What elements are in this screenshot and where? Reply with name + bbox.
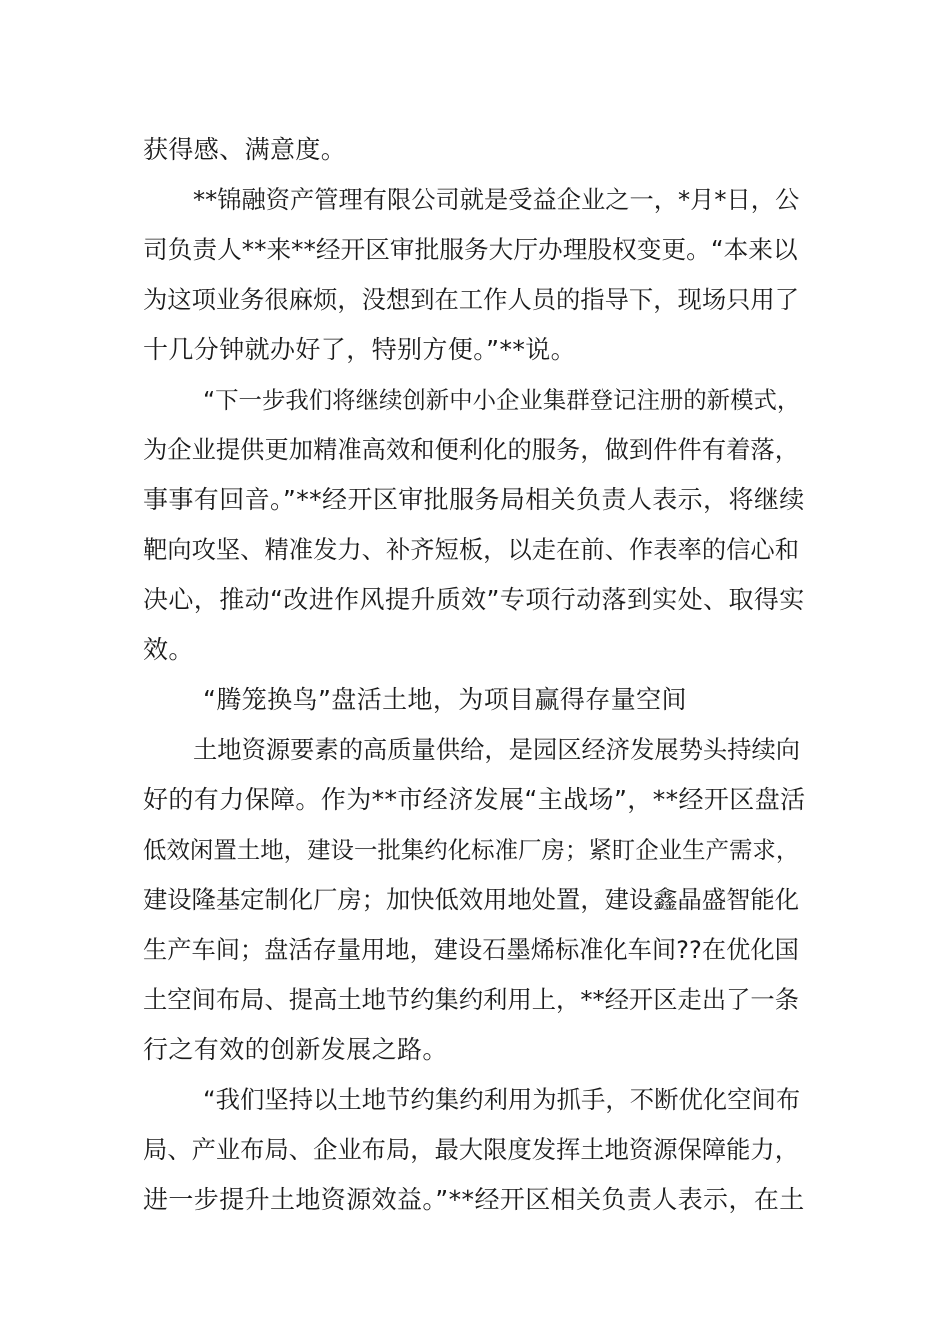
text-line: 决心，推动“改进作风提升质效”专项行动落到实处、取得实: [143, 585, 805, 614]
text-line: 行之有效的创新发展之路。: [143, 1035, 448, 1064]
paragraph-start-line: “我们坚持以土地节约集约利用为抓手，不断优化空间布: [203, 1085, 801, 1114]
text-line: 生产车间；盘活存量用地，建设石墨烯标准化车间??在优化国: [143, 935, 799, 964]
text-line: 好的有力保障。作为**市经济发展“主战场”，**经开区盘活: [143, 785, 806, 814]
text-line: 土空间布局、提高土地节约集约利用上，**经开区走出了一条: [143, 985, 800, 1014]
text-line: 事事有回音。”**经开区审批服务局相关负责人表示，将继续: [143, 485, 805, 514]
paragraph-start-line: 土地资源要素的高质量供给，是园区经济发展势头持续向: [193, 735, 801, 764]
paragraph-start-line: **锦融资产管理有限公司就是受益企业之一，*月*日，公: [193, 185, 800, 214]
text-line: 进一步提升土地资源效益。”**经开区相关负责人表示，在土: [143, 1185, 805, 1214]
text-line: 司负责人**来**经开区审批服务大厅办理股权变更。“本来以: [143, 235, 798, 264]
text-line: 为企业提供更加精准高效和便利化的服务，做到件件有着落，: [143, 435, 800, 464]
text-line: 十几分钟就办好了，特别方便。”**说。: [143, 335, 577, 364]
text-line: 为这项业务很麻烦，没想到在工作人员的指导下，现场只用了: [143, 285, 800, 314]
text-line: 建设隆基定制化厂房；加快低效用地处置，建设鑫晶盛智能化: [143, 885, 800, 914]
text-line: 效。: [143, 635, 194, 664]
text-line: 靶向攻坚、精准发力、补齐短板，以走在前、作表率的信心和: [143, 535, 800, 564]
paragraph-start-line: “下一步我们将继续创新中小企业集群登记注册的新模式，: [203, 386, 801, 414]
text-line: 低效闲置土地，建设一批集约化标准厂房；紧盯企业生产需求，: [143, 836, 800, 864]
text-line: 局、产业布局、企业布局，最大限度发挥土地资源保障能力，: [143, 1135, 800, 1164]
text-line: 获得感、满意度。: [143, 135, 347, 164]
section-heading: “腾笼换鸟”盘活土地，为项目赢得存量空间: [203, 685, 687, 714]
